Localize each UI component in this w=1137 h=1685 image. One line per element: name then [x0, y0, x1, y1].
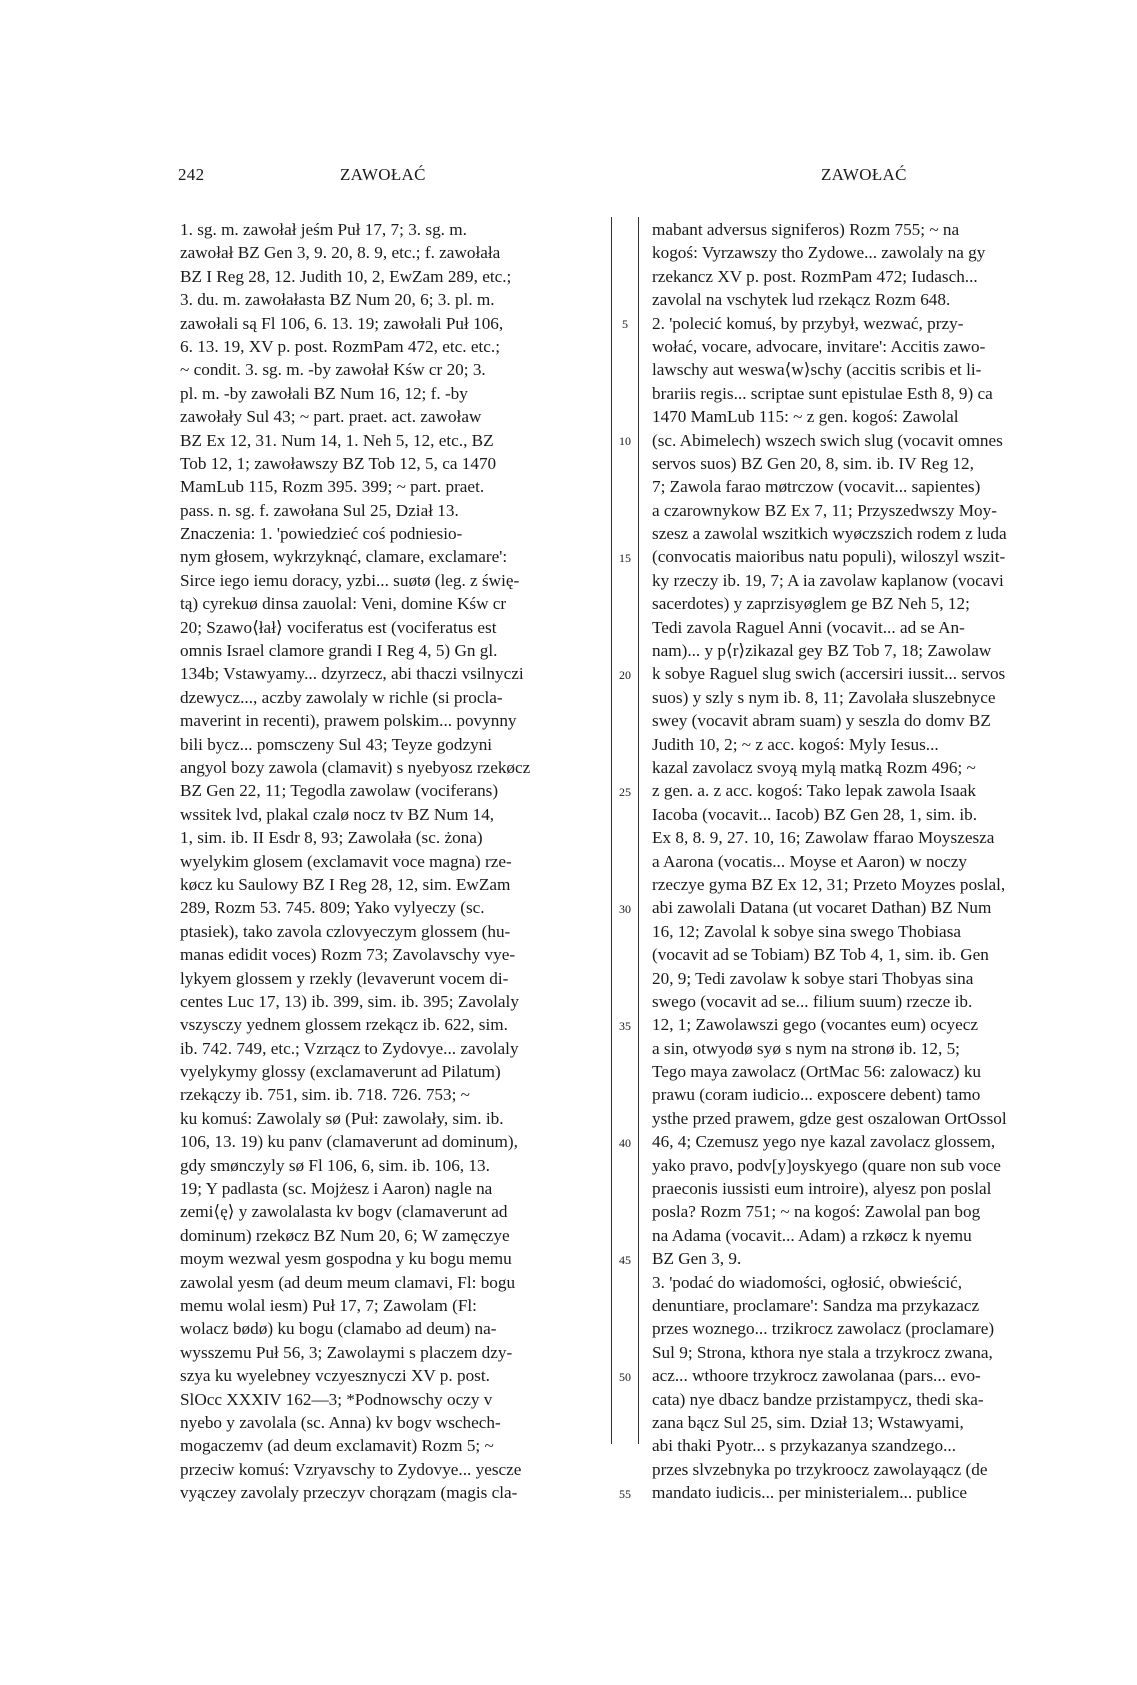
text-line: dzewycz..., aczby zawolaly w richle (si procla- — [180, 687, 503, 707]
text-line: suos) y szly s nym ib. 8, 11; Zavolała sluszebnyce — [652, 687, 996, 707]
text-line: vyelykymy glossy (exclamaverunt ad Pilatum) — [180, 1062, 501, 1082]
text-line: zawołali są Fl 106, 6. 13. 19; zawołali Puł 106, — [180, 313, 504, 333]
line-number: 30 — [619, 901, 631, 916]
text-line: 12, 1; Zawolawszi gego (vocantes eum) ocyecz — [652, 1015, 978, 1035]
text-line: pass. n. sg. f. zawołana Sul 25, Dział 13. — [180, 500, 459, 520]
text-line: omnis Israel clamore grandi I Reg 4, 5) Gn gl. — [180, 641, 498, 661]
left-column — [180, 218, 598, 1504]
line-number: 15 — [619, 550, 631, 565]
text-line: 1470 MamLub 115: ~ z gen. kogoś: Zawolal — [652, 407, 959, 427]
text-line: Tedi zavola Raguel Anni (vocavit... ad se An- — [652, 617, 965, 637]
text-line: maverint in recenti), prawem polskim... povynny — [180, 711, 517, 731]
text-line: moym wezwal yesm gospodna y ku bogu memu — [180, 1249, 512, 1269]
running-head-right: ZAWOŁAĆ — [821, 165, 907, 184]
text-line: 3. du. m. zawołałasta BZ Num 20, 6; 3. pl. m. — [180, 290, 495, 310]
text-line: zemi⟨ę⟩ y zawolalasta kv bogv (clamaverunt ad — [180, 1202, 508, 1222]
text-line: ib. 742. 749, etc.; Vzrzącz to Zydovye... zavolaly — [180, 1038, 519, 1058]
line-number: 45 — [619, 1252, 631, 1267]
text-line: zawołał BZ Gen 3, 9. 20, 8. 9, etc.; f. zawołała — [180, 243, 501, 263]
text-line: 289, Rozm 53. 745. 809; Yako vylyeczy (sc. — [180, 898, 485, 918]
text-line: przeciw komuś: Vzryavschy to Zydovye... yescze — [180, 1459, 522, 1479]
text-line: zavolal na vschytek lud rzekącz Rozm 648. — [652, 290, 951, 310]
text-line: szesz a zawolal wszitkich wyøczszich rodem z luda — [652, 524, 1007, 544]
text-line: Tob 12, 1; zawoławszy BZ Tob 12, 5, ca 1470 — [180, 453, 497, 473]
text-line: BZ I Reg 28, 12. Judith 10, 2, EwZam 289, etc.; — [180, 266, 512, 286]
text-line: z gen. a. z acc. kogoś: Tako lepak zawola Isaak — [652, 781, 976, 801]
text-line: yako pravo, podv[y]oyskyego (quare non sub voce — [652, 1155, 1001, 1175]
text-line: 1, sim. ib. II Esdr 8, 93; Zawolała (sc. żona) — [180, 828, 483, 848]
line-number: 55 — [619, 1486, 631, 1501]
text-line: sacerdotes) y zaprzisyøglem ge BZ Neh 5, 12; — [652, 594, 970, 614]
text-line: k sobye Raguel slug swich (accersiri iussit... servos — [652, 664, 1006, 684]
text-line: angyol bozy zawola (clamavit) s nyebyosz rzekøcz — [180, 757, 531, 777]
text-line: przes woznego... trzikrocz zawolacz (proclamare) — [652, 1319, 995, 1339]
text-line: wssitek lvd, plakal czalø nocz tv BZ Num 14, — [180, 804, 495, 824]
text-line: vyączey zavolaly przeczyv chorązam (magis cla- — [180, 1483, 518, 1503]
text-line: 2. 'polecić komuś, by przybył, wezwać, przy- — [652, 313, 964, 333]
text-line: abi thaki Pyotr... s przykazanya szandzego... — [652, 1436, 957, 1456]
text-line: MamLub 115, Rozm 395. 399; ~ part. praet. — [180, 477, 485, 497]
text-line: wyelykim glosem (exclamavit voce magna) rze- — [180, 851, 512, 871]
text-line: Znaczenia: 1. 'powiedzieć coś podniesio- — [180, 524, 463, 544]
text-line: pl. m. -by zawołali BZ Num 16, 12; f. -by — [180, 383, 468, 403]
text-line: 1. sg. m. zawołał jeśm Puł 17, 7; 3. sg. m. — [180, 220, 467, 239]
text-line: posla? Rozm 751; ~ na kogoś: Zawolal pan bog — [652, 1202, 981, 1222]
text-line: zawolal yesm (ad deum meum clamavi, Fl: bogu — [180, 1272, 516, 1292]
text-line: ptasiek), tako zavola czlovyeczym glossem (hu- — [180, 921, 511, 941]
line-number: 40 — [619, 1135, 631, 1150]
text-line: BZ Gen 3, 9. — [652, 1249, 742, 1269]
text-line: køcz ku Saulowy BZ I Reg 28, 12, sim. EwZam — [180, 874, 511, 894]
text-line: acz... wthoore trzykrocz zawolanaa (pars... evo- — [652, 1366, 981, 1386]
text-line: 19; Y padlasta (sc. Mojżesz i Aaron) nagle na — [180, 1179, 493, 1199]
line-number: 20 — [619, 667, 631, 682]
line-number: 10 — [619, 433, 631, 448]
text-line: memu wolal iesm) Puł 17, 7; Zawolam (Fl: — [180, 1295, 477, 1315]
text-line: 3. 'podać do wiadomości, ogłosić, obwieścić, — [652, 1272, 963, 1292]
text-line: 20; Szawo⟨łał⟩ vociferatus est (vociferatus est — [180, 617, 497, 637]
text-line: zawołały Sul 43; ~ part. praet. act. zawoław — [180, 407, 482, 427]
text-line: centes Luc 17, 13) ib. 399, sim. ib. 395; Zavolaly — [180, 991, 519, 1011]
text-line: lykyem glossem y rzekly (levaverunt vocem di- — [180, 968, 509, 988]
text-line: ~ condit. 3. sg. m. -by zawołał Kśw cr 20; 3. — [180, 360, 486, 380]
text-line: a sin, otwyodø syø s nym na stronø ib. 12, 5; — [652, 1038, 960, 1058]
text-line: Iacoba (vocavit... Iacob) BZ Gen 28, 1, sim. ib. — [652, 804, 978, 824]
text-line: denuntiare, proclamare': Sandza ma przykazacz — [652, 1295, 980, 1315]
text-line: (vocavit ad se Tobiam) BZ Tob 4, 1, sim. ib. Gen — [652, 945, 989, 965]
text-line: Sul 9; Strona, kthora nye stala a trzykrocz zwana, — [652, 1342, 993, 1362]
text-line: mabant adversus signiferos) Rozm 755; ~ na — [652, 220, 960, 239]
text-line: rzekączy ib. 751, sim. ib. 718. 726. 753; ~ — [180, 1085, 470, 1105]
text-line: 6. 13. 19, XV p. post. RozmPam 472, etc. etc.; — [180, 336, 501, 356]
line-number: 50 — [619, 1369, 631, 1384]
text-line: 7; Zawola farao møtrczow (vocavit... sapientes) — [652, 477, 981, 497]
text-line: a czarownykow BZ Ex 7, 11; Przyszedwszy Moy- — [652, 500, 997, 520]
text-line: 16, 12; Zavolal k sobye sina swego Thobiasa — [652, 921, 962, 941]
text-line: rzeczye gyma BZ Ex 12, 31; Przeto Moyzes poslal, — [652, 874, 1006, 894]
text-line: kazal zavolacz svoyą mylą matką Rozm 496; ~ — [652, 757, 976, 777]
text-line: manas edidit voces) Rozm 73; Zavolavschy vye- — [180, 945, 516, 965]
text-line: bili bycz... pomsczeny Sul 43; Teyze godzyni — [180, 734, 493, 754]
text-line: 134b; Vstawyamy... dzyrzecz, abi thaczi vsilnyczi — [180, 664, 524, 684]
text-line: dominum) rzekøcz BZ Num 20, 6; W zamęczye — [180, 1225, 510, 1245]
text-line: szya ku wyelebney vczyesznyczi XV p. post. — [180, 1366, 490, 1386]
text-line: nym głosem, wykrzyknąć, clamare, exclamare': — [180, 547, 508, 567]
running-head-left: ZAWOŁAĆ — [340, 165, 426, 184]
text-line: BZ Ex 12, 31. Num 14, 1. Neh 5, 12, etc., BZ — [180, 430, 494, 450]
text-line: tą) cyrekuø dinsa zauolal: Veni, domine Kśw cr — [180, 594, 507, 614]
text-line: vszysczy yednem glossem rzekącz ib. 622, sim. — [180, 1015, 508, 1035]
text-line: Ex 8, 8. 9, 27. 10, 16; Zawolaw ffarao Moyszesza — [652, 828, 995, 848]
text-line: wołać, vocare, advocare, invitare': Accitis zawo- — [652, 336, 986, 356]
text-line: przes slvzebnyka po trzykroocz zawolayąącz (de — [652, 1459, 988, 1479]
text-line: Judith 10, 2; ~ z acc. kogoś: Myly Iesus... — [652, 734, 939, 754]
text-line: lawschy aut weswa⟨w⟩schy (accitis scribis et li- — [652, 360, 982, 380]
text-line: SlOcc XXXIV 162—3; *Podnowschy oczy v — [180, 1389, 493, 1409]
text-line: ysthe przed prawem, gdze gest oszalowan OrtOssol — [652, 1108, 1007, 1128]
line-number: 35 — [619, 1018, 631, 1033]
text-line: zana bącz Sul 25, sim. Dział 13; Wstawyami, — [652, 1412, 964, 1432]
text-line: mogaczemv (ad deum exclamavit) Rozm 5; ~ — [180, 1436, 494, 1456]
text-line: 106, 13. 19) ku panv (clamaverunt ad dominum), — [180, 1132, 518, 1152]
text-line: (convocatis maioribus natu populi), wiloszyl wszit- — [652, 547, 1006, 567]
text-line: swey (vocavit abram suam) y seszla do domv BZ — [652, 711, 991, 731]
text-line: nam)... y p⟨r⟩zikazal gey BZ Tob 7, 18; Zawolaw — [652, 641, 992, 661]
text-line: swego (vocavit ad se... filium suum) rzecze ib. — [652, 991, 973, 1011]
text-line: wolacz bødø) ku bogu (clamabo ad deum) na- — [180, 1319, 497, 1339]
text-line: 46, 4; Czemusz yego nye kazal zavolacz glossem, — [652, 1132, 996, 1152]
right-column — [652, 218, 1076, 1504]
text-line: BZ Gen 22, 11; Tegodla zawolaw (vociferans) — [180, 781, 499, 801]
text-line: ku komuś: Zawolaly sø (Puł: zawolały, sim. ib. — [180, 1108, 504, 1128]
text-line: praeconis iussisti eum introire), alyesz pon poslal — [652, 1179, 992, 1199]
column-rule-right — [638, 217, 639, 1444]
text-line: wysszemu Puł 56, 3; Zawolaymi s placzem dzy- — [180, 1342, 513, 1362]
text-line: abi zawolali Datana (ut vocaret Dathan) BZ Num — [652, 898, 992, 918]
text-line: rzekancz XV p. post. RozmPam 472; Iudasch... — [652, 266, 978, 286]
text-line: kogoś: Vyrzawszy tho Zydowe... zawolaly na gy — [652, 243, 986, 263]
text-line: na Adama (vocavit... Adam) a rzkøcz k nyemu — [652, 1225, 972, 1245]
text-line: ky rzeczy ib. 19, 7; A ia zavolaw kaplanow (vocavi — [652, 570, 1004, 590]
text-line: gdy smønczyly sø Fl 106, 6, sim. ib. 106, 13. — [180, 1155, 490, 1175]
text-line: servos suos) BZ Gen 20, 8, sim. ib. IV Reg 12, — [652, 453, 974, 473]
text-line: Tego maya zawolacz (OrtMac 56: zalowacz) ku — [652, 1062, 982, 1082]
line-number: 5 — [622, 316, 628, 331]
text-line: mandato iudicis... per ministerialem... publice — [652, 1483, 968, 1503]
line-number: 25 — [619, 784, 631, 799]
text-line: cata) nye dbacz bandze przistampycz, thedi ska- — [652, 1389, 984, 1409]
text-line: 20, 9; Tedi zavolaw k sobye stari Thobyas sina — [652, 968, 974, 988]
text-line: (sc. Abimelech) wszech swich slug (vocavit omnes — [652, 430, 1003, 450]
text-line: nyebo y zavolala (sc. Anna) kv bogv wschech- — [180, 1412, 501, 1432]
text-line: prawu (coram iudicio... exposcere debent) tamo — [652, 1085, 981, 1105]
text-line: brariis regis... scriptae sunt epistulae Esth 8, 9) ca — [652, 383, 993, 403]
text-line: Sirce iego iemu doracy, yzbi... suøtø (leg. z świę- — [180, 570, 520, 590]
page-number: 242 — [178, 165, 205, 184]
text-line: a Aarona (vocatis... Moyse et Aaron) w noczy — [652, 851, 968, 871]
